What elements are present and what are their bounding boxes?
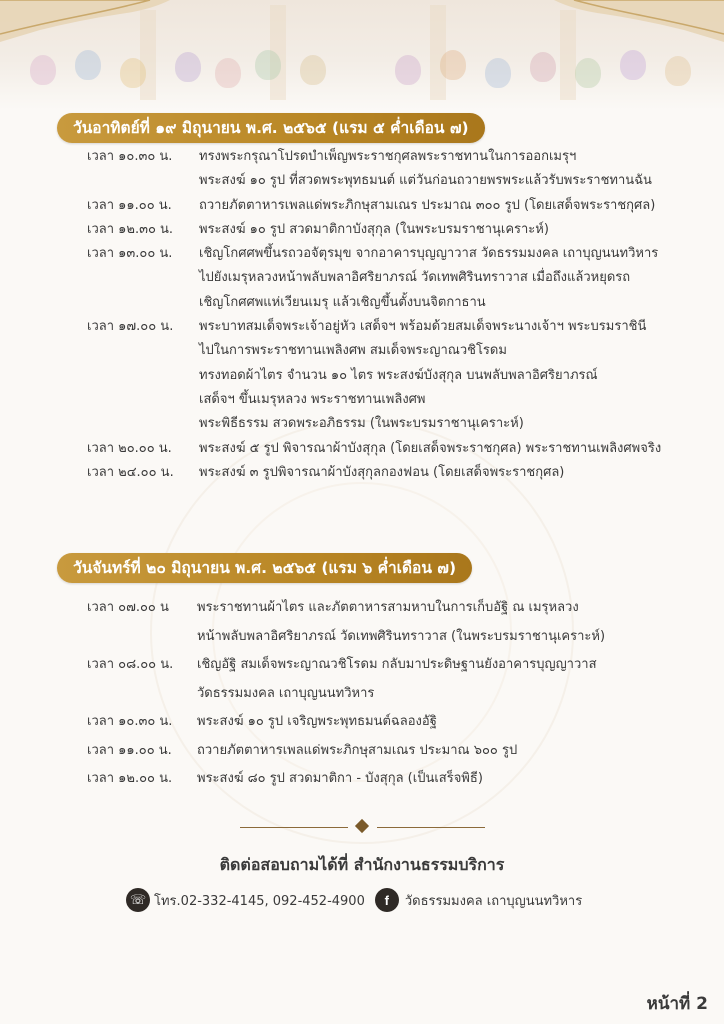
- schedule-desc: พระสงฆ์ ๑๐ รูป ที่สวดพระพุทธมนต์ แต่วันก่อนถวายพรพระแล้วรับพระราชทานฉัน: [199, 173, 652, 189]
- schedule-row: [87, 315, 712, 339]
- schedule-row: [87, 339, 712, 363]
- schedule-row: [87, 737, 712, 766]
- schedule-row: [87, 388, 712, 412]
- schedule-desc: หน้าพลับพลาอิศริยาภรณ์ วัดเทพศิรินทราวาส (ในพระบรมราชานุเคราะห์): [197, 628, 606, 644]
- schedule-desc: ถวายภัตตาหารเพลแด่พระภิกษุสามเณร ประมาณ ๓๐๐ รูป (โดยเสด็จพระราชกุศล): [199, 197, 656, 213]
- schedule-row: [87, 680, 712, 709]
- schedule-time: เวลา ๑๓.๐๐ น.: [87, 246, 173, 262]
- schedule-time: [87, 266, 197, 290]
- schedule-time: [87, 364, 197, 388]
- schedule-desc: ทรงพระกรุณาโปรดบำเพ็ญพระราชกุศลพระราชทานในการออกเมรุฯ: [199, 149, 577, 164]
- ornament-corner-right: [554, 0, 724, 42]
- schedule-time: เวลา ๑๒.๓๐ น.: [87, 221, 174, 237]
- contact-row: [126, 888, 582, 912]
- schedule-row: [87, 242, 712, 266]
- schedule-row: [87, 145, 712, 169]
- schedule-desc: ไปในการพระราชทานเพลิงศพ สมเด็จพระญาณวชิโรดม: [199, 343, 507, 359]
- schedule-desc: เสด็จฯ ขึ้นเมรุหลวง พระราชทานเพลิงศพ: [199, 391, 426, 407]
- facebook-icon: f: [375, 888, 399, 912]
- schedule-desc: พระสงฆ์ ๓ รูปพิจารณาผ้าบังสุกุลกองฟอน (โดยเสด็จพระราชกุศล): [199, 464, 565, 480]
- schedule-time: [87, 169, 197, 193]
- schedule-time: [87, 291, 197, 315]
- schedule-row: [87, 194, 712, 218]
- contact-facebook: วัดธรรมมงคล เถาบุญนนทวิหาร: [404, 893, 583, 909]
- schedule-row: [87, 765, 712, 794]
- schedule-desc: พระสงฆ์ ๘๐ รูป สวดมาติกา - บังสุกุล (เป็นเสร็จพิธี): [197, 771, 483, 786]
- schedule-row: [87, 651, 712, 680]
- schedule-time: เวลา ๑๑.๐๐ น.: [87, 742, 172, 758]
- schedule-desc: พระบาทสมเด็จพระเจ้าอยู่หัว เสด็จฯ พร้อมด้วยสมเด็จพระนางเจ้าฯ พระบรมราชินี: [199, 319, 647, 335]
- schedule-time: [87, 388, 197, 412]
- day1-schedule: [87, 145, 712, 485]
- schedule-time: เวลา ๒๔.๐๐ น.: [87, 464, 174, 480]
- schedule-desc: พระพิธีธรรม สวดพระอภิธรรม (ในพระบรมราชานุเคราะห์): [199, 416, 524, 432]
- header-banner-image: [0, 0, 724, 110]
- schedule-row: [87, 364, 712, 388]
- schedule-desc: วัดธรรมมงคล เถาบุญนนทวิหาร: [197, 685, 375, 701]
- schedule-time: [87, 412, 197, 436]
- schedule-time: เวลา ๑๐.๓๐ น.: [87, 149, 173, 164]
- day2-header: วันจันทร์ที่ ๒๐ มิถุนายน พ.ศ. ๒๕๖๕ (แรม ๖ ค่ำเดือน ๗): [57, 553, 472, 583]
- schedule-desc: เชิญโกศศพขึ้นรถวอจัตุรมุข จากอาคารบุญญาวาส วัดธรรมมงคล เถาบุญนนทวิหาร: [199, 246, 659, 262]
- schedule-time: [87, 339, 197, 363]
- schedule-desc: ถวายภัตตาหารเพลแด่พระภิกษุสามเณร ประมาณ ๖๐๐ รูป: [197, 742, 518, 758]
- schedule-time: [87, 680, 197, 709]
- contact-phone: โทร.02-332-4145, 092-452-4900: [154, 893, 365, 909]
- schedule-time: เวลา ๐๗.๐๐ น: [87, 600, 169, 615]
- schedule-desc: พระสงฆ์ ๕ รูป พิจารณาผ้าบังสุกุล (โดยเสด็จพระราชกุศล) พระราชทานเพลิงศพจริง: [199, 440, 662, 456]
- schedule-row: [87, 218, 712, 242]
- schedule-row: [87, 461, 712, 485]
- schedule-desc: เชิญอัฐิ สมเด็จพระญาณวชิโรดม กลับมาประดิษฐานยังอาคารบุญญาวาส: [197, 657, 597, 672]
- schedule-row: [87, 169, 712, 193]
- schedule-desc: ทรงทอดผ้าไตร จำนวน ๑๐ ไตร พระสงฆ์บังสุกุล บนพลับพลาอิศริยาภรณ์: [199, 367, 598, 383]
- schedule-row: [87, 623, 712, 652]
- schedule-row: [87, 594, 712, 623]
- whatsapp-phone-icon: ☏: [126, 888, 150, 912]
- schedule-time: เวลา ๑๗.๐๐ น.: [87, 319, 174, 335]
- schedule-time: [87, 623, 197, 652]
- schedule-desc: พระสงฆ์ ๑๐ รูป เจริญพระพุทธมนต์ฉลองอัฐิ: [197, 714, 437, 729]
- schedule-time: เวลา ๑๐.๓๐ น.: [87, 714, 173, 729]
- schedule-row: [87, 437, 712, 461]
- page-number: หน้าที่ 2: [646, 994, 708, 1014]
- schedule-desc: พระสงฆ์ ๑๐ รูป สวดมาติกาบังสุกุล (ในพระบรมราชานุเคราะห์): [199, 221, 549, 237]
- schedule-time: เวลา ๒๐.๐๐ น.: [87, 440, 172, 456]
- schedule-row: [87, 266, 712, 290]
- day1-header: วันอาทิตย์ที่ ๑๙ มิถุนายน พ.ศ. ๒๕๖๕ (แรม ๕ ค่ำเดือน ๗): [57, 113, 485, 143]
- schedule-row: [87, 291, 712, 315]
- day2-schedule: [87, 594, 712, 794]
- schedule-row: [87, 708, 712, 737]
- schedule-desc: เชิญโกศศพแห่เวียนเมรุ แล้วเชิญขึ้นตั้งบนจิตกาธาน: [199, 294, 486, 310]
- schedule-row: [87, 412, 712, 436]
- schedule-time: เวลา ๐๘.๐๐ น.: [87, 657, 174, 672]
- schedule-time: เวลา ๑๒.๐๐ น.: [87, 771, 173, 786]
- schedule-time: เวลา ๑๑.๐๐ น.: [87, 197, 172, 213]
- schedule-desc: พระราชทานผ้าไตร และภัตตาหารสามหาบในการเก็บอัฐิ ณ เมรุหลวง: [197, 600, 579, 615]
- contact-title: ติดต่อสอบถามได้ที่ สำนักงานธรรมบริการ: [219, 855, 505, 874]
- schedule-desc: ไปยังเมรุหลวงหน้าพลับพลาอิศริยาภรณ์ วัดเทพศิรินทราวาส เมื่อถึงแล้วหยุดรถ: [199, 270, 631, 286]
- ornament-divider: [240, 826, 485, 828]
